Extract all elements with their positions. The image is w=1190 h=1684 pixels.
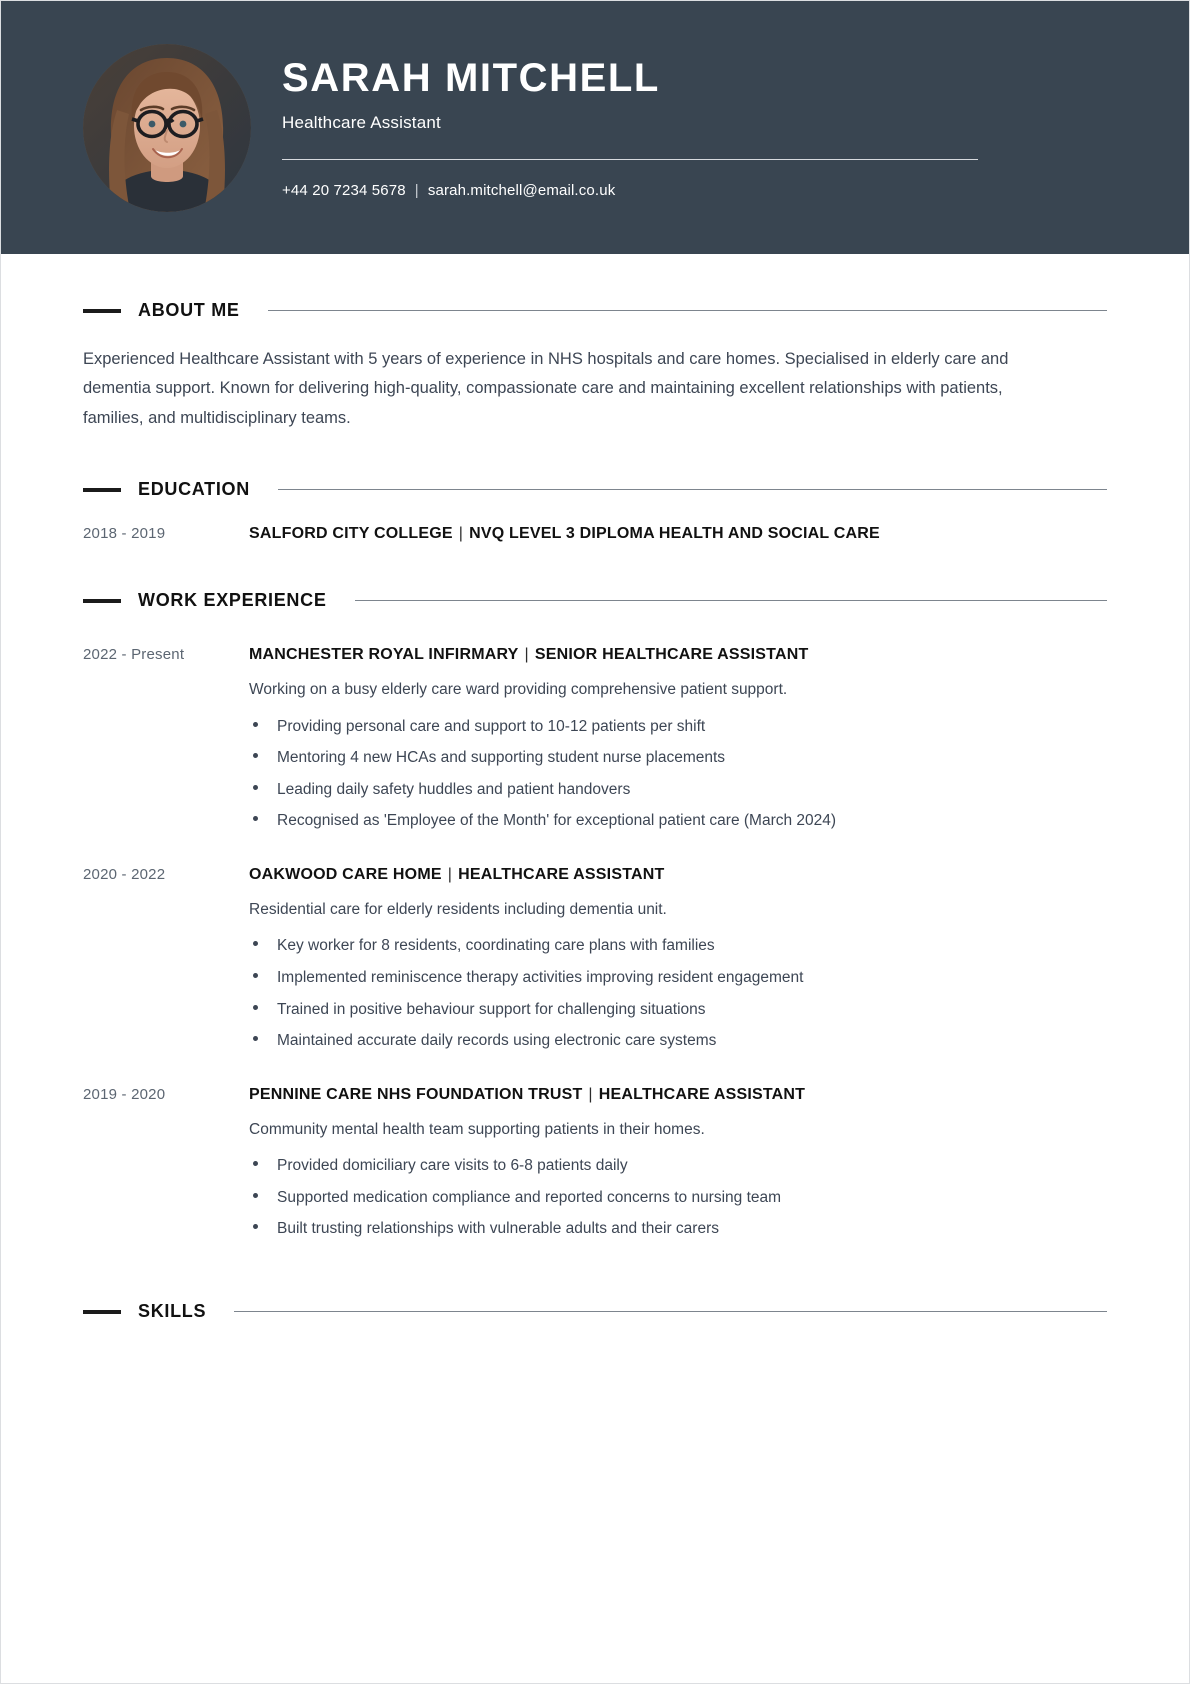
work-role: HEALTHCARE ASSISTANT xyxy=(598,1085,806,1103)
work-heading xyxy=(249,1085,1107,1105)
education-dates: 2018 - 2019 xyxy=(83,525,166,543)
profile-photo-icon xyxy=(83,44,251,212)
work-entry xyxy=(83,865,1107,1051)
bullet-dot-icon xyxy=(253,1036,258,1041)
work-entries xyxy=(83,645,1107,1239)
section-header-skills xyxy=(83,1301,1107,1322)
bullet-dot-icon xyxy=(253,973,258,978)
list-item xyxy=(249,969,1107,988)
bullet-dot-icon xyxy=(253,722,258,727)
work-separator: | xyxy=(524,646,529,664)
bullet-text: Implemented reminiscence therapy activities improving resident engagement xyxy=(277,968,804,986)
section-header-about xyxy=(83,300,1107,321)
bullet-dot-icon xyxy=(253,1193,258,1198)
header-divider xyxy=(282,159,978,160)
bullet-text: Trained in positive behaviour support for challenging situations xyxy=(277,1000,706,1018)
education-entry xyxy=(83,524,1107,544)
section-rule xyxy=(278,489,1107,490)
bullet-text: Providing personal care and support to 10-12 patients per shift xyxy=(277,717,706,735)
work-summary: Residential care for elderly residents including dementia unit. xyxy=(249,900,667,918)
work-organisation: OAKWOOD CARE HOME xyxy=(249,865,442,883)
phone-number[interactable]: +44 20 7234 5678 xyxy=(282,181,406,199)
email-address[interactable]: sarah.mitchell@email.co.uk xyxy=(427,181,616,199)
list-item xyxy=(249,1032,1107,1051)
work-separator: | xyxy=(588,1085,593,1103)
work-role: SENIOR HEALTHCARE ASSISTANT xyxy=(534,646,809,664)
list-item xyxy=(249,1157,1107,1176)
bullet-text: Leading daily safety huddles and patient handovers xyxy=(277,780,631,798)
bullet-text: Maintained accurate daily records using electronic care systems xyxy=(277,1032,717,1050)
bullet-text: Recognised as 'Employee of the Month' for exceptional patient care (March 2024) xyxy=(277,812,837,830)
resume-header xyxy=(1,1,1189,254)
bullet-dot-icon xyxy=(253,941,258,946)
work-separator: | xyxy=(447,865,453,883)
work-bullet-list xyxy=(249,718,1107,831)
resume-body xyxy=(1,300,1189,1322)
section-dash-icon xyxy=(83,488,121,492)
work-heading xyxy=(249,645,1107,665)
work-dates: 2019 - 2020 xyxy=(83,1085,166,1103)
bullet-dot-icon xyxy=(253,816,258,821)
bullet-text: Provided domiciliary care visits to 6-8 patients daily xyxy=(277,1157,628,1175)
work-organisation: PENNINE CARE NHS FOUNDATION TRUST xyxy=(249,1085,583,1103)
bullet-text: Mentoring 4 new HCAs and supporting student nurse placements xyxy=(277,749,726,767)
bullet-dot-icon xyxy=(253,753,258,758)
avatar xyxy=(83,44,251,212)
about-paragraph: Experienced Healthcare Assistant with 5 years of experience in NHS hospitals and care homes. Specialised in elderly care and dementia support. Known for delivering high-quality, compassionate care and maintaining excellent relationships with patients, families, and multidisciplinary teams. xyxy=(83,350,1009,427)
list-item xyxy=(249,749,1107,768)
work-entry xyxy=(83,645,1107,831)
list-item xyxy=(249,718,1107,737)
section-rule xyxy=(355,600,1107,601)
bullet-dot-icon xyxy=(253,1161,258,1166)
education-qualification: NVQ LEVEL 3 DIPLOMA HEALTH AND SOCIAL CARE xyxy=(469,525,880,543)
work-detail xyxy=(249,1085,1107,1239)
section-dash-icon xyxy=(83,309,121,313)
page-title: SARAH MITCHELL xyxy=(282,55,660,100)
section-dash-icon xyxy=(83,1310,121,1314)
section-header-work xyxy=(83,590,1107,611)
education-heading xyxy=(249,524,1107,544)
education-organisation: SALFORD CITY COLLEGE xyxy=(249,525,453,543)
contact-separator: | xyxy=(414,181,419,199)
section-rule xyxy=(234,1311,1107,1312)
bullet-text: Supported medication compliance and reported concerns to nursing team xyxy=(277,1188,782,1206)
work-role: HEALTHCARE ASSISTANT xyxy=(458,865,665,883)
list-item xyxy=(249,781,1107,800)
work-dates: 2022 - Present xyxy=(83,646,185,664)
list-item xyxy=(249,1189,1107,1208)
work-heading xyxy=(249,865,1107,885)
list-item xyxy=(249,937,1107,956)
bullet-dot-icon xyxy=(253,1224,258,1229)
bullet-dot-icon xyxy=(253,785,258,790)
section-dash-icon xyxy=(83,599,121,603)
section-title-about: ABOUT ME xyxy=(138,300,240,320)
bullet-dot-icon xyxy=(253,1005,258,1010)
section-title-skills: SKILLS xyxy=(138,1301,207,1322)
work-bullet-list xyxy=(249,1157,1107,1239)
job-title: Healthcare Assistant xyxy=(282,112,441,132)
list-item xyxy=(249,812,1107,831)
work-bullet-list xyxy=(249,937,1107,1050)
section-title-work: WORK EXPERIENCE xyxy=(138,590,327,611)
bullet-text: Built trusting relationships with vulnerable adults and their carers xyxy=(277,1220,719,1238)
work-detail xyxy=(249,645,1107,831)
section-title-education: EDUCATION xyxy=(138,479,250,500)
education-separator: | xyxy=(458,525,464,543)
work-dates: 2020 - 2022 xyxy=(83,865,166,883)
header-text-block xyxy=(282,57,1189,199)
contact-line xyxy=(282,182,1029,199)
section-header-education xyxy=(83,479,1107,500)
work-summary: Working on a busy elderly care ward providing comprehensive patient support. xyxy=(249,681,788,699)
list-item xyxy=(249,1001,1107,1020)
work-detail xyxy=(249,865,1107,1051)
work-summary: Community mental health team supporting patients in their homes. xyxy=(249,1120,705,1138)
education-detail xyxy=(249,524,1107,544)
work-organisation: MANCHESTER ROYAL INFIRMARY xyxy=(249,646,519,664)
list-item xyxy=(249,1220,1107,1239)
work-entry xyxy=(83,1085,1107,1239)
section-rule xyxy=(268,310,1107,311)
bullet-text: Key worker for 8 residents, coordinating care plans with families xyxy=(277,937,715,955)
